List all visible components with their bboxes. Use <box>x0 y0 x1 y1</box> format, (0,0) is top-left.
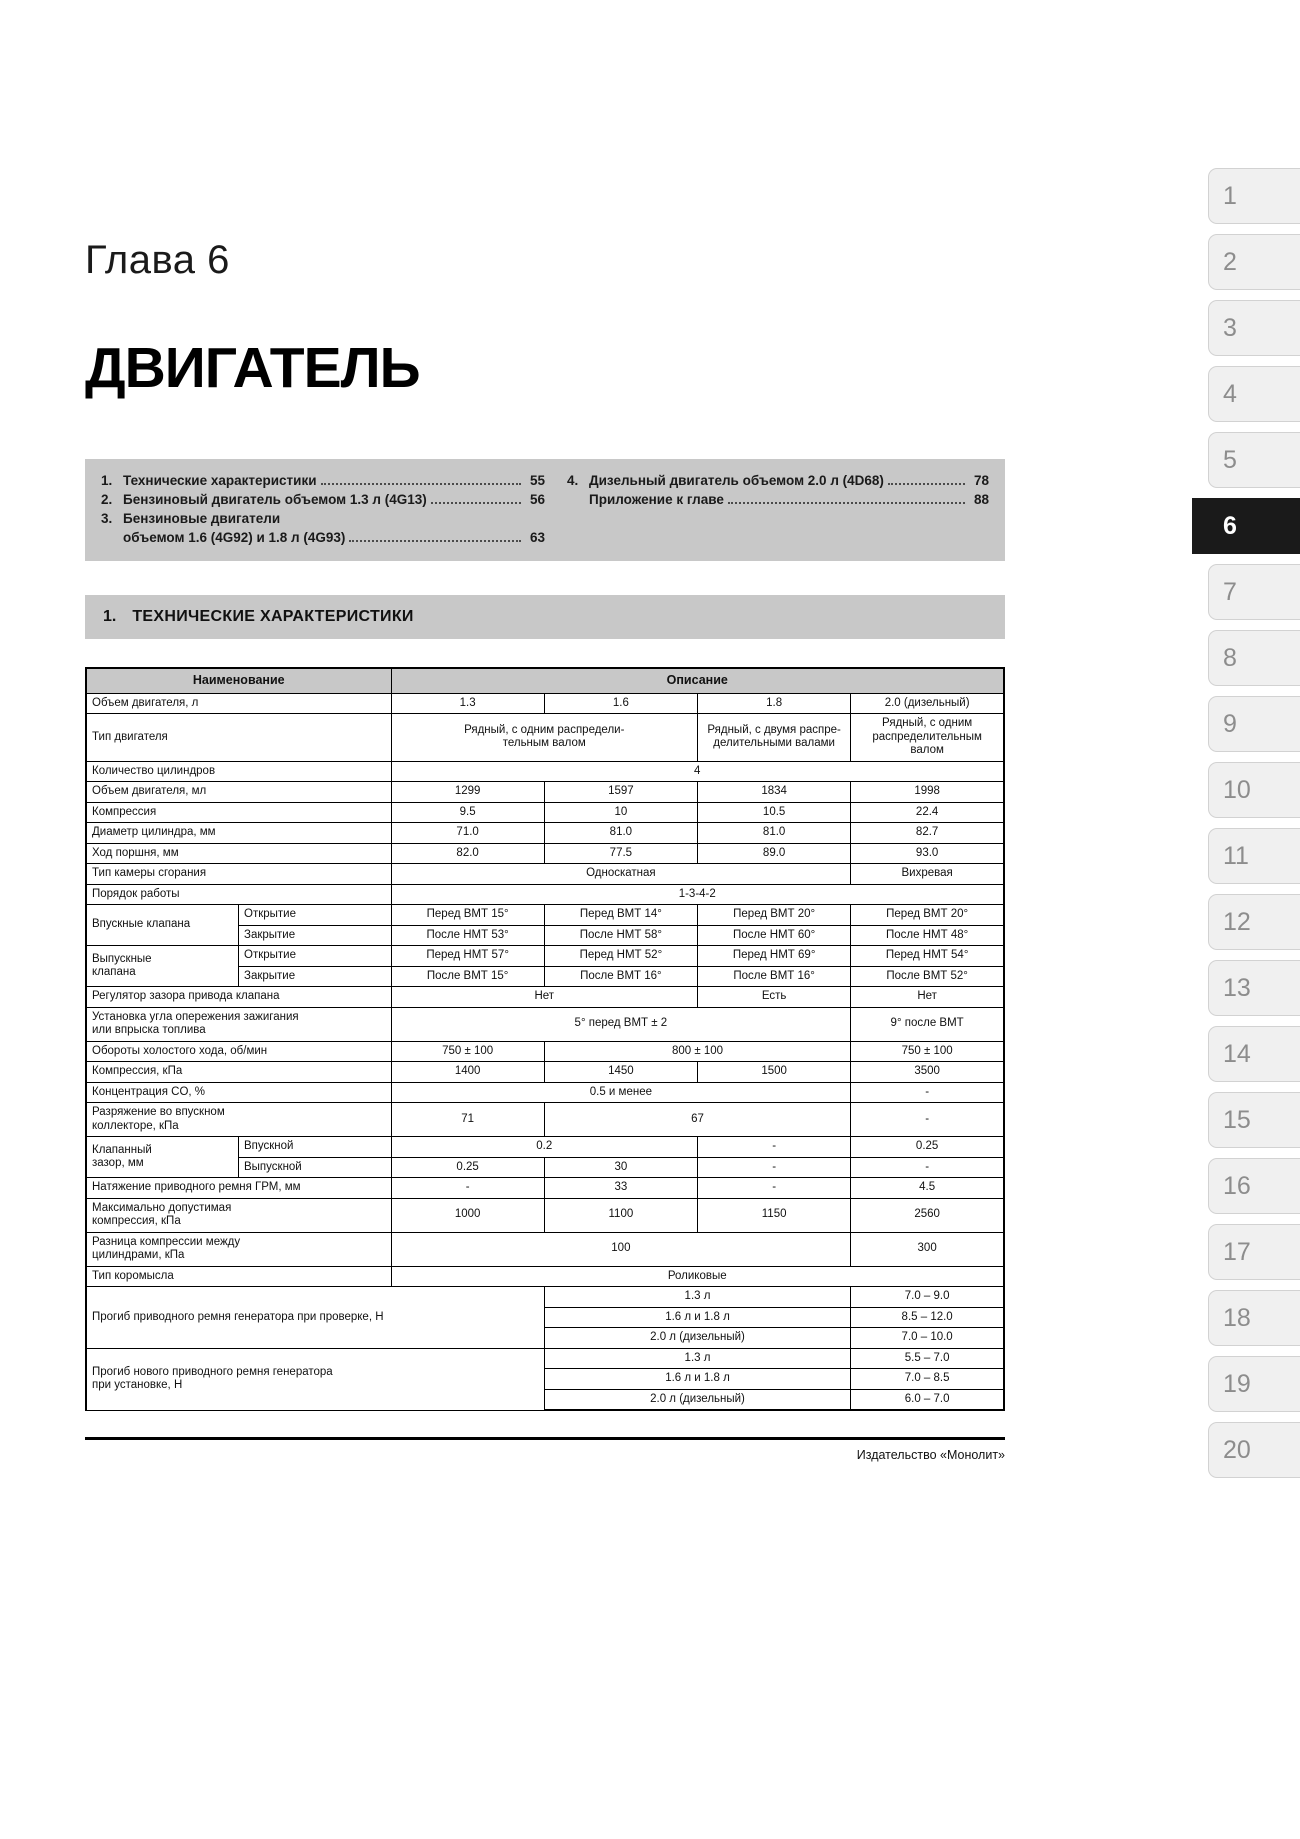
column-header-name: Наименование <box>86 668 391 693</box>
value-cell: 1-3-4-2 <box>391 884 1004 905</box>
table-row <box>86 987 1004 1008</box>
toc-leader-dots <box>728 495 965 504</box>
value-cell: После ВМТ 15° <box>391 966 544 987</box>
value-cell: - <box>391 1178 544 1199</box>
value-cell: 71.0 <box>391 823 544 844</box>
row-label: Впускные клапана <box>86 905 239 946</box>
table-row <box>86 1137 1004 1158</box>
column-header-description: Описание <box>391 668 1004 693</box>
row-label: Концентрация CO, % <box>86 1082 391 1103</box>
table-row <box>86 905 1004 926</box>
chapter-tab-4[interactable]: 4 <box>1208 366 1300 422</box>
value-cell: 10 <box>544 802 697 823</box>
row-sublabel: Выпускной <box>239 1157 392 1178</box>
chapter-tab-15[interactable]: 15 <box>1208 1092 1300 1148</box>
row-label: Установка угла опережения зажигания или впрыска топлива <box>86 1007 391 1041</box>
page-footer <box>85 1437 1005 1462</box>
value-cell: 10.5 <box>698 802 851 823</box>
value-cell: 77.5 <box>544 843 697 864</box>
table-row <box>86 864 1004 885</box>
toc-entry-title: объемом 1.6 (4G92) и 1.8 л (4G93) <box>123 530 346 545</box>
value-cell: 5° перед ВМТ ± 2 <box>391 1007 851 1041</box>
value-cell: 9° после ВМТ <box>851 1007 1004 1041</box>
table-row <box>86 946 1004 967</box>
value-cell: 1150 <box>698 1198 851 1232</box>
toc-entry[interactable] <box>567 490 989 509</box>
belt-variant-label: 1.6 л и 1.8 л <box>544 1307 851 1328</box>
chapter-tab-18[interactable]: 18 <box>1208 1290 1300 1346</box>
chapter-tab-11[interactable]: 11 <box>1208 828 1300 884</box>
table-row <box>86 1266 1004 1287</box>
row-sublabel: Открытие <box>239 946 392 967</box>
value-cell: 4 <box>391 761 1004 782</box>
table-of-contents <box>85 459 1005 561</box>
chapter-tab-14[interactable]: 14 <box>1208 1026 1300 1082</box>
value-cell: После НМТ 60° <box>698 925 851 946</box>
value-cell: 100 <box>391 1232 851 1266</box>
value-cell: 1834 <box>698 782 851 803</box>
chapter-tab-9[interactable]: 9 <box>1208 696 1300 752</box>
belt-variant-label: 2.0 л (дизельный) <box>544 1328 851 1349</box>
toc-entry-page: 78 <box>973 473 989 488</box>
value-cell: - <box>698 1157 851 1178</box>
table-row <box>86 1103 1004 1137</box>
value-cell: 1.8 <box>698 693 851 714</box>
value-cell: 1450 <box>544 1062 697 1083</box>
value-cell: Есть <box>698 987 851 1008</box>
toc-column-right <box>545 471 989 547</box>
row-label: Разряжение во впускном коллекторе, кПа <box>86 1103 391 1137</box>
row-label: Прогиб приводного ремня генератора при проверке, Н <box>86 1287 544 1349</box>
toc-entry-title: Дизельный двигатель объемом 2.0 л (4D68) <box>589 473 884 488</box>
toc-entry-page: 88 <box>973 492 989 507</box>
chapter-tab-3[interactable]: 3 <box>1208 300 1300 356</box>
value-cell: - <box>851 1082 1004 1103</box>
value-cell: Перед НМТ 57° <box>391 946 544 967</box>
value-cell: Перед НМТ 52° <box>544 946 697 967</box>
value-cell: Нет <box>391 987 698 1008</box>
chapter-tab-17[interactable]: 17 <box>1208 1224 1300 1280</box>
table-head <box>86 668 1004 693</box>
value-cell: 22.4 <box>851 802 1004 823</box>
value-cell: После НМТ 58° <box>544 925 697 946</box>
value-cell: 1299 <box>391 782 544 803</box>
toc-entry[interactable] <box>101 471 545 490</box>
toc-entry[interactable] <box>101 528 545 547</box>
value-cell: Перед ВМТ 14° <box>544 905 697 926</box>
row-label: Объем двигателя, мл <box>86 782 391 803</box>
table-row <box>86 693 1004 714</box>
value-cell: 1400 <box>391 1062 544 1083</box>
toc-entry-number: 2. <box>101 492 113 507</box>
value-cell: 0.5 и менее <box>391 1082 851 1103</box>
value-cell: Рядный, с одним распредели- тельным валом <box>391 714 698 762</box>
chapter-label: Глава 6 <box>85 238 230 282</box>
toc-entry[interactable] <box>101 490 545 509</box>
toc-entry[interactable] <box>101 509 545 528</box>
row-label: Выпускные клапана <box>86 946 239 987</box>
table-header-row <box>86 668 1004 693</box>
toc-column-left <box>101 471 545 547</box>
table-row <box>86 1198 1004 1232</box>
row-label: Тип камеры сгорания <box>86 864 391 885</box>
section-title: ТЕХНИЧЕСКИЕ ХАРАКТЕРИСТИКИ <box>132 608 414 625</box>
chapter-tab-index <box>1192 168 1300 1488</box>
value-cell: - <box>851 1157 1004 1178</box>
row-sublabel: Закрытие <box>239 966 392 987</box>
table-row <box>86 761 1004 782</box>
row-label: Компрессия, кПа <box>86 1062 391 1083</box>
row-label: Диаметр цилиндра, мм <box>86 823 391 844</box>
toc-entry-title: Технические характеристики <box>123 473 317 488</box>
row-label: Тип двигателя <box>86 714 391 762</box>
value-cell: 750 ± 100 <box>391 1041 544 1062</box>
value-cell: 82.0 <box>391 843 544 864</box>
value-cell: 71 <box>391 1103 544 1137</box>
toc-entry-title: Бензиновый двигатель объемом 1.3 л (4G13) <box>123 492 427 507</box>
value-cell: - <box>851 1103 1004 1137</box>
value-cell: Вихревая <box>851 864 1004 885</box>
row-sublabel: Открытие <box>239 905 392 926</box>
row-label: Объем двигателя, л <box>86 693 391 714</box>
value-cell: После ВМТ 16° <box>544 966 697 987</box>
table-row <box>86 1062 1004 1083</box>
value-cell: Перед ВМТ 20° <box>851 905 1004 926</box>
row-label: Обороты холостого хода, об/мин <box>86 1041 391 1062</box>
value-cell: После ВМТ 52° <box>851 966 1004 987</box>
row-label: Разница компрессии между цилиндрами, кПа <box>86 1232 391 1266</box>
page-content <box>85 0 1005 1462</box>
table-row <box>86 1232 1004 1266</box>
chapter-tab-16[interactable]: 16 <box>1208 1158 1300 1214</box>
row-sublabel: Впускной <box>239 1137 392 1158</box>
toc-leader-dots <box>284 514 521 523</box>
chapter-tab-5[interactable]: 5 <box>1208 432 1300 488</box>
chapter-tab-19[interactable]: 19 <box>1208 1356 1300 1412</box>
value-cell: 1000 <box>391 1198 544 1232</box>
toc-entry-title: Бензиновые двигатели <box>123 511 281 526</box>
table-row <box>86 1082 1004 1103</box>
value-cell: Перед ВМТ 20° <box>698 905 851 926</box>
value-cell: После ВМТ 16° <box>698 966 851 987</box>
value-cell: 1998 <box>851 782 1004 803</box>
belt-variant-label: 1.3 л <box>544 1348 851 1369</box>
value-cell: Рядный, с одним распределительным валом <box>851 714 1004 762</box>
row-label: Прогиб нового приводного ремня генератора при установке, Н <box>86 1348 544 1410</box>
table-row <box>86 1348 1004 1369</box>
value-cell: - <box>698 1137 851 1158</box>
value-cell: - <box>698 1178 851 1199</box>
value-cell: После НМТ 48° <box>851 925 1004 946</box>
table-row <box>86 782 1004 803</box>
chapter-tab-7[interactable]: 7 <box>1208 564 1300 620</box>
value-cell: Нет <box>851 987 1004 1008</box>
table-row <box>86 1007 1004 1041</box>
belt-value: 6.0 – 7.0 <box>851 1389 1004 1410</box>
belt-value: 7.0 – 8.5 <box>851 1369 1004 1390</box>
belt-value: 7.0 – 10.0 <box>851 1328 1004 1349</box>
value-cell: 93.0 <box>851 843 1004 864</box>
chapter-tab-1[interactable]: 1 <box>1208 168 1300 224</box>
toc-entry-number: 3. <box>101 511 113 526</box>
belt-value: 7.0 – 9.0 <box>851 1287 1004 1308</box>
value-cell: Перед ВМТ 15° <box>391 905 544 926</box>
table-row <box>86 1178 1004 1199</box>
value-cell: 1597 <box>544 782 697 803</box>
value-cell: После НМТ 53° <box>391 925 544 946</box>
belt-value: 5.5 – 7.0 <box>851 1348 1004 1369</box>
row-label: Клапанный зазор, мм <box>86 1137 239 1178</box>
chapter-tab-12[interactable]: 12 <box>1208 894 1300 950</box>
belt-variant-label: 1.3 л <box>544 1287 851 1308</box>
value-cell: Односкатная <box>391 864 851 885</box>
value-cell: 89.0 <box>698 843 851 864</box>
value-cell: Перед НМТ 69° <box>698 946 851 967</box>
row-label: Тип коромысла <box>86 1266 391 1287</box>
table-row <box>86 884 1004 905</box>
toc-leader-dots <box>349 533 521 542</box>
chapter-tab-10[interactable]: 10 <box>1208 762 1300 818</box>
value-cell: 4.5 <box>851 1178 1004 1199</box>
row-label: Количество цилиндров <box>86 761 391 782</box>
value-cell: 800 ± 100 <box>544 1041 851 1062</box>
value-cell: 1500 <box>698 1062 851 1083</box>
value-cell: 300 <box>851 1232 1004 1266</box>
table-row <box>86 802 1004 823</box>
value-cell: 3500 <box>851 1062 1004 1083</box>
chapter-title: ДВИГАТЕЛЬ <box>85 336 420 400</box>
publisher-name: Издательство «Монолит» <box>856 1448 1005 1462</box>
chapter-tab-13[interactable]: 13 <box>1208 960 1300 1016</box>
belt-variant-label: 2.0 л (дизельный) <box>544 1389 851 1410</box>
value-cell: 2.0 (дизельный) <box>851 693 1004 714</box>
toc-entry-title: Приложение к главе <box>589 492 724 507</box>
toc-leader-dots <box>321 476 521 485</box>
row-label: Натяжение приводного ремня ГРМ, мм <box>86 1178 391 1199</box>
table-row <box>86 1287 1004 1308</box>
row-label: Максимально допустимая компрессия, кПа <box>86 1198 391 1232</box>
value-cell: 0.2 <box>391 1137 698 1158</box>
value-cell: 0.25 <box>391 1157 544 1178</box>
value-cell: 81.0 <box>698 823 851 844</box>
specifications-table <box>85 667 1005 1411</box>
toc-entry-number: 4. <box>567 473 579 488</box>
value-cell: 33 <box>544 1178 697 1199</box>
value-cell: 82.7 <box>851 823 1004 844</box>
table-row <box>86 843 1004 864</box>
toc-entry-page: 63 <box>529 530 545 545</box>
value-cell: 750 ± 100 <box>851 1041 1004 1062</box>
toc-entry-page: 55 <box>529 473 545 488</box>
row-label: Компрессия <box>86 802 391 823</box>
row-sublabel: Закрытие <box>239 925 392 946</box>
value-cell: 9.5 <box>391 802 544 823</box>
value-cell: 1100 <box>544 1198 697 1232</box>
belt-value: 8.5 – 12.0 <box>851 1307 1004 1328</box>
value-cell: 2560 <box>851 1198 1004 1232</box>
toc-entry[interactable] <box>567 471 989 490</box>
value-cell: Перед НМТ 54° <box>851 946 1004 967</box>
section-header <box>85 595 1005 639</box>
value-cell: 1.6 <box>544 693 697 714</box>
value-cell: 81.0 <box>544 823 697 844</box>
table-row <box>86 823 1004 844</box>
row-label: Порядок работы <box>86 884 391 905</box>
table-row <box>86 1041 1004 1062</box>
chapter-tab-6[interactable]: 6 <box>1192 498 1300 554</box>
value-cell: 1.3 <box>391 693 544 714</box>
value-cell: 67 <box>544 1103 851 1137</box>
table-row <box>86 714 1004 762</box>
toc-leader-dots <box>431 495 521 504</box>
row-label: Регулятор зазора привода клапана <box>86 987 391 1008</box>
section-number: 1. <box>103 608 117 625</box>
toc-entry-page: 56 <box>529 492 545 507</box>
value-cell: 0.25 <box>851 1137 1004 1158</box>
chapter-tab-8[interactable]: 8 <box>1208 630 1300 686</box>
toc-leader-dots <box>888 476 965 485</box>
value-cell: 30 <box>544 1157 697 1178</box>
chapter-tab-2[interactable]: 2 <box>1208 234 1300 290</box>
belt-variant-label: 1.6 л и 1.8 л <box>544 1369 851 1390</box>
row-label: Ход поршня, мм <box>86 843 391 864</box>
table-body <box>86 693 1004 1410</box>
value-cell: Роликовые <box>391 1266 1004 1287</box>
toc-entry-number: 1. <box>101 473 113 488</box>
value-cell: Рядный, с двумя распре- делительными валами <box>698 714 851 762</box>
chapter-tab-20[interactable]: 20 <box>1208 1422 1300 1478</box>
